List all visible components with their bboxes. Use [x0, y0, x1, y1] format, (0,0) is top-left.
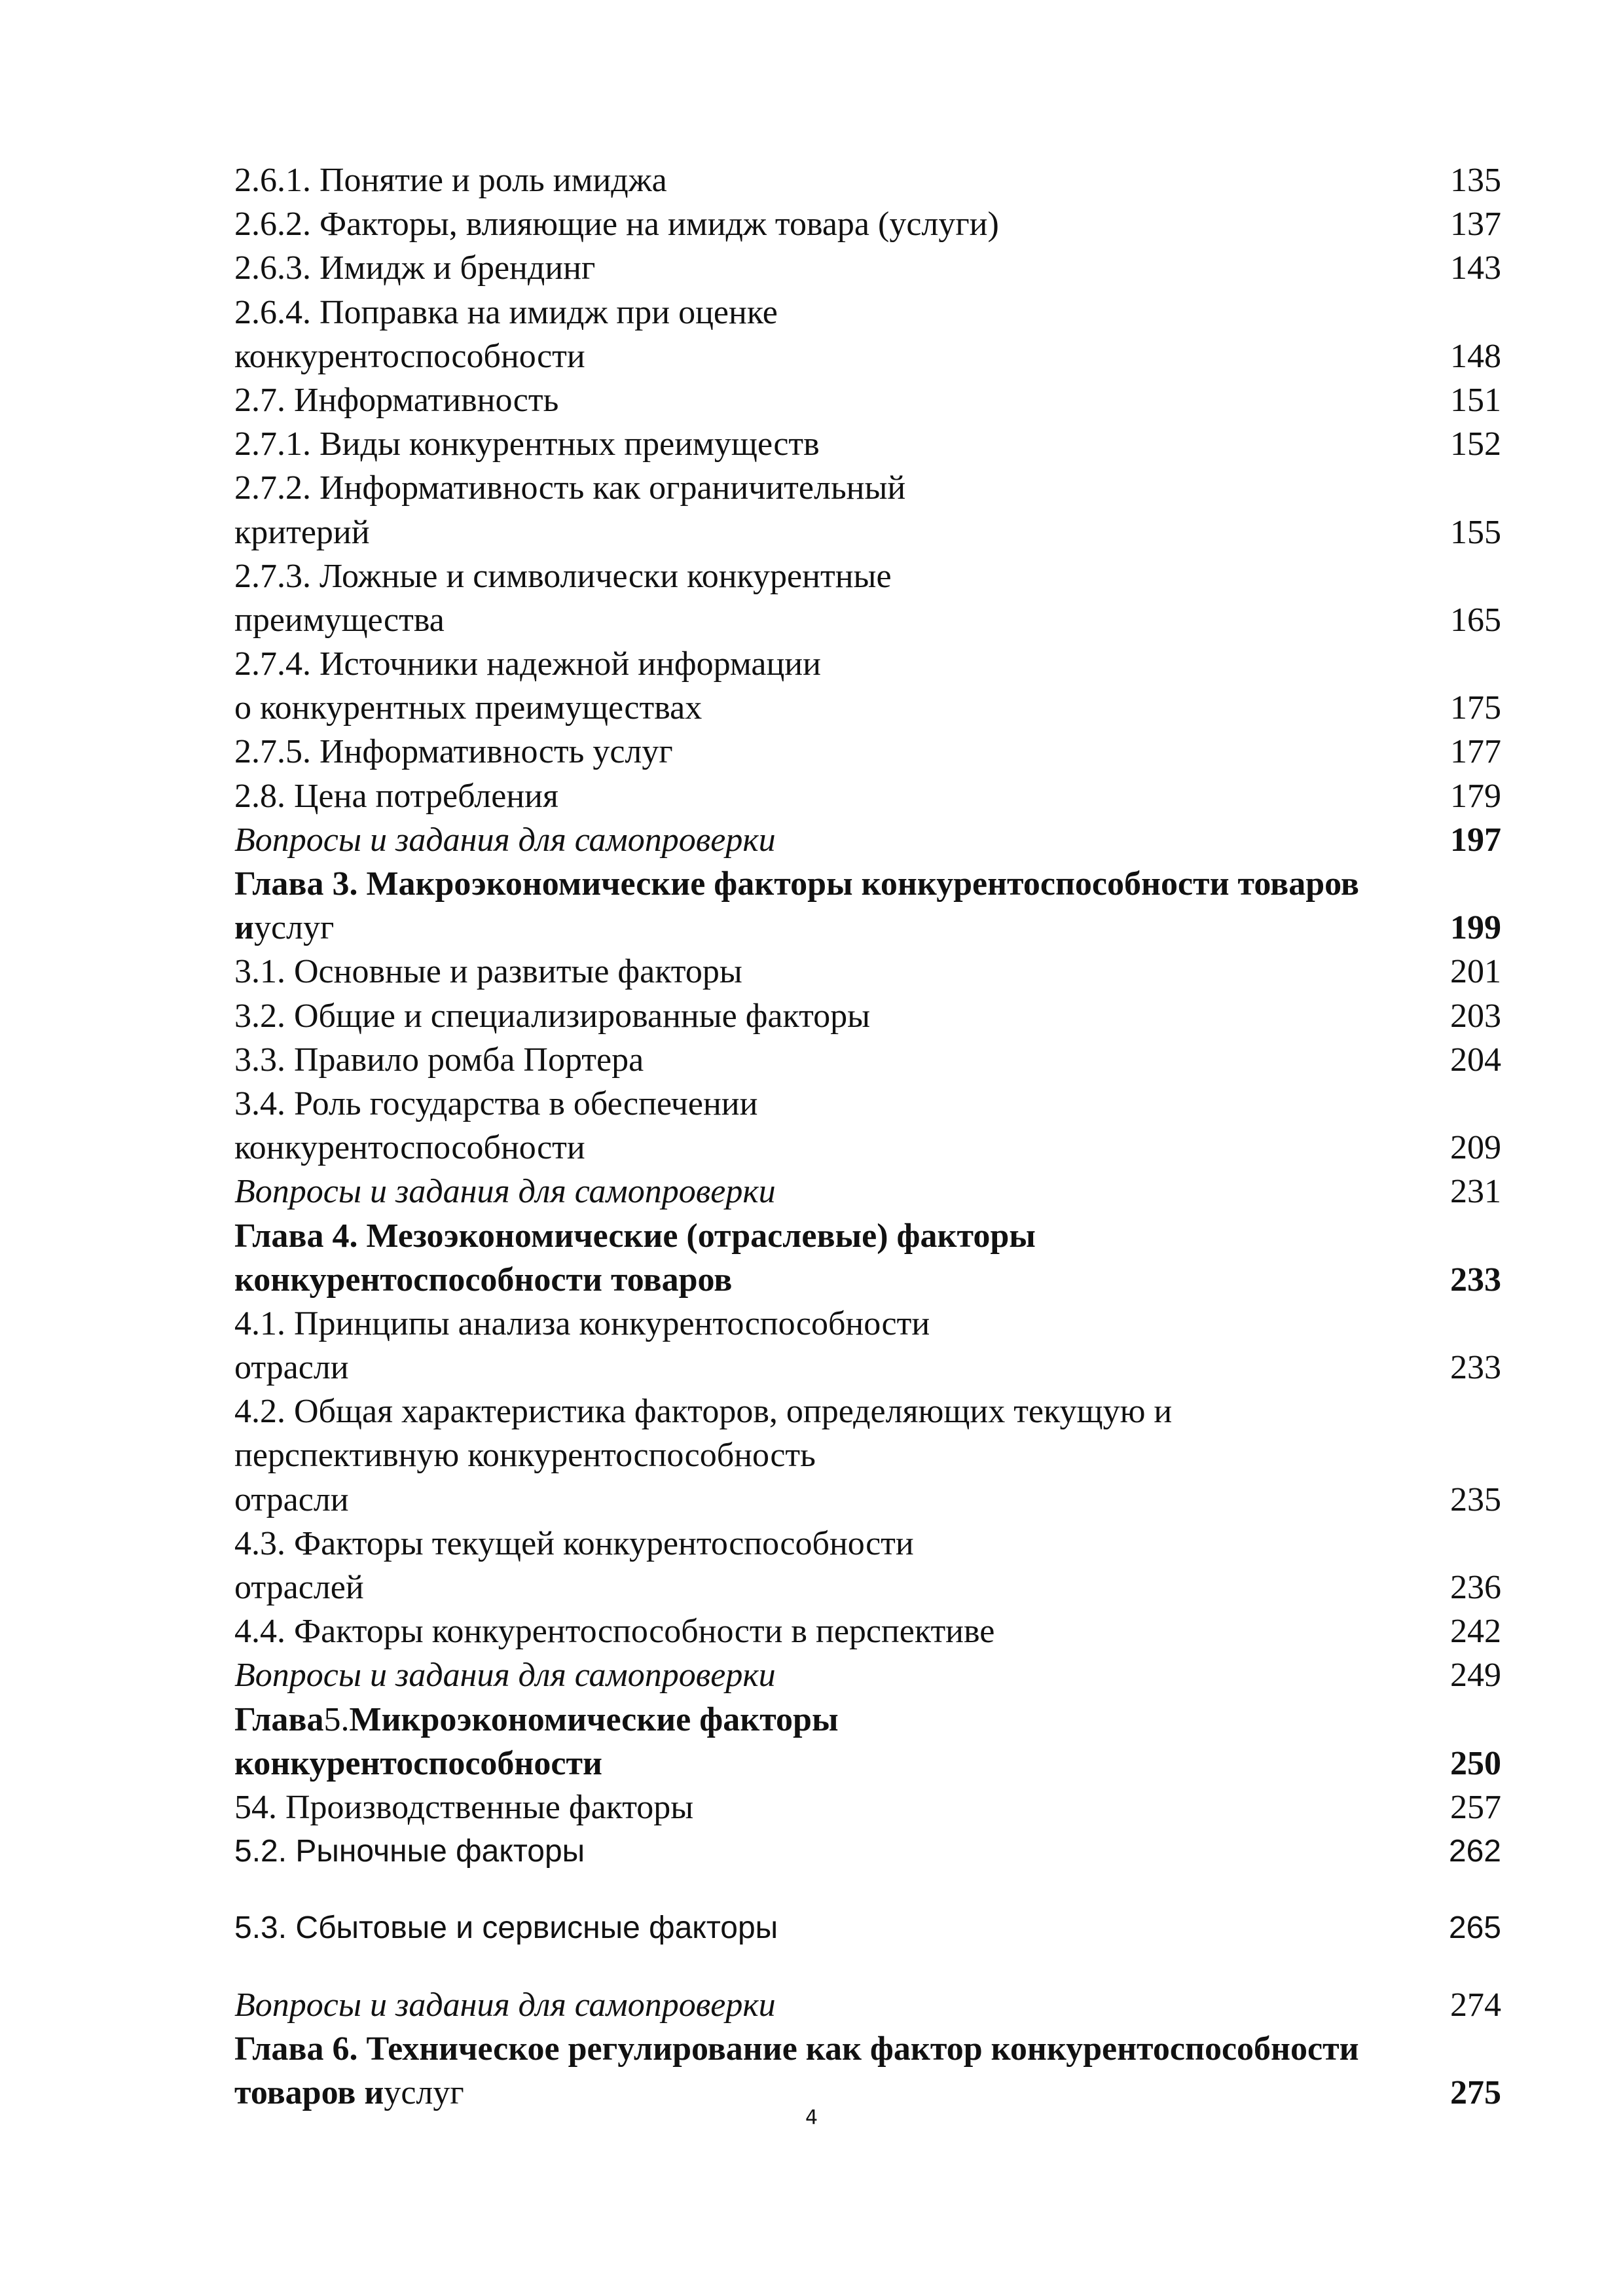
toc-title: конкурентоспособности: [234, 1744, 602, 1782]
toc-title: 4.3. Факторы текущей конкурентоспособности: [234, 1524, 914, 1562]
toc-page: 236: [1450, 1569, 1501, 1606]
page-number: 4: [805, 2106, 818, 2129]
toc-entry-2-8: [234, 774, 1501, 818]
toc-entry-2-7-4-line1: [234, 642, 1501, 686]
toc-title: отраслей: [234, 1569, 364, 1606]
toc-title: 54. Производственные факторы: [234, 1788, 694, 1826]
toc-page: 233: [1450, 1261, 1501, 1299]
toc-title: 2.8. Цена потребления: [234, 777, 558, 815]
toc-page: 257: [1450, 1788, 1501, 1826]
toc-title: 4.1. Принципы анализа конкурентоспособности: [234, 1304, 930, 1342]
toc-entry-questions-ch2: [234, 818, 1501, 862]
toc-entry-4-3-line1: [234, 1522, 1501, 1566]
toc-page: 151: [1450, 381, 1501, 419]
toc-title-bold: и: [234, 909, 254, 947]
toc-entry-2-7-5: [234, 730, 1501, 774]
toc-title: 2.7.5. Информативность услуг: [234, 733, 673, 771]
toc-entry-2-7-2-line2: [234, 511, 1501, 554]
toc-page: 274: [1450, 1986, 1501, 2024]
toc-title: конкурентоспособности: [234, 1129, 585, 1167]
toc-title: 2.7. Информативность: [234, 381, 559, 419]
toc-title: 2.7.3. Ложные и символически конкурентные: [234, 557, 892, 595]
toc-entry-questions-ch5: [234, 1983, 1501, 2027]
toc-title: Вопросы и задания для самопроверки: [234, 1173, 776, 1211]
toc-title: 4.4. Факторы конкурентоспособности в перспективе: [234, 1613, 995, 1651]
toc-entry-2-6-4-line2: [234, 334, 1501, 378]
toc-page: 249: [1450, 1657, 1501, 1695]
toc-title: о конкурентных преимуществах: [234, 689, 702, 727]
toc-entry-chapter-3-line1: [234, 862, 1501, 906]
toc-title: Глава 6. Техническое регулирование как фактор конкурентоспособности: [234, 2030, 1359, 2068]
toc-entry-4-4: [234, 1609, 1501, 1653]
toc-title: 2.6.4. Поправка на имидж при оценке: [234, 293, 778, 331]
toc-entry-4-3-line2: [234, 1566, 1501, 1609]
toc-page: 175: [1450, 689, 1501, 727]
toc-entry-chapter-3-line2: [234, 906, 1501, 950]
toc-title: 5.3. Сбытовые и сервисные факторы: [234, 1910, 778, 1946]
toc-entry-3-1: [234, 950, 1501, 994]
toc-title: 3.4. Роль государства в обеспечении: [234, 1085, 758, 1122]
toc-title: услуг: [384, 2073, 464, 2111]
toc-title: 2.6.2. Факторы, влияющие на имидж товара (услуги): [234, 206, 999, 243]
toc-entry-chapter-4-line1: [234, 1214, 1501, 1258]
toc-entry-3-4-line1: [234, 1082, 1501, 1126]
toc-title: критерий: [234, 513, 370, 551]
toc-title: отрасли: [234, 1349, 349, 1387]
toc-entry-4-2-line2: [234, 1433, 1501, 1477]
toc-title: 3.1. Основные и развитые факторы: [234, 953, 742, 991]
toc-page: 199: [1450, 909, 1501, 947]
toc-entry-questions-ch3: [234, 1170, 1501, 1213]
toc-title: 2.7.2. Информативность как ограничительный: [234, 469, 906, 507]
toc-title: Глава 3. Макроэкономические факторы конкурентоспособности товаров: [234, 865, 1359, 903]
toc-page: 209: [1450, 1129, 1501, 1167]
toc-page: 165: [1450, 601, 1501, 639]
toc-page: 135: [1450, 162, 1501, 199]
toc-page: 235: [1450, 1480, 1501, 1518]
toc-entry-chapter-5-line1: [234, 1698, 1501, 1742]
toc-page: 177: [1450, 733, 1501, 771]
toc-entry-3-4-line2: [234, 1126, 1501, 1170]
toc-entry-2-7: [234, 378, 1501, 422]
toc-entry-questions-ch4: [234, 1653, 1501, 1697]
toc-page: 231: [1450, 1173, 1501, 1211]
toc-entry-2-6-1: [234, 158, 1501, 202]
toc-entry-2-7-1: [234, 422, 1501, 466]
toc-page: 152: [1450, 425, 1501, 463]
toc-entry-2-6-2: [234, 202, 1501, 246]
toc-title-bold: Глава: [234, 1700, 324, 1738]
toc-title: преимущества: [234, 601, 445, 639]
toc-entry-4-1-line1: [234, 1302, 1501, 1346]
toc-entry-2-7-3-line1: [234, 554, 1501, 598]
toc-entry-4-1-line2: [234, 1346, 1501, 1390]
toc-title: 5.2. Рыночные факторы: [234, 1834, 585, 1869]
toc-entry-2-6-3: [234, 246, 1501, 290]
toc-entry-5-2: [234, 1829, 1501, 1873]
toc-title: конкурентоспособности: [234, 337, 585, 375]
toc-title: 5.: [323, 1700, 350, 1738]
table-of-contents: [234, 158, 1501, 2115]
toc-page: 265: [1448, 1910, 1501, 1946]
toc-title: перспективную конкурентоспособность: [234, 1437, 816, 1475]
toc-title: Вопросы и задания для самопроверки: [234, 1986, 776, 2024]
toc-entry-2-7-2-line1: [234, 466, 1501, 510]
toc-page: 137: [1450, 206, 1501, 243]
toc-page: 204: [1450, 1041, 1501, 1079]
toc-entry-4-2-line1: [234, 1390, 1501, 1433]
toc-title: 3.3. Правило ромба Портера: [234, 1041, 644, 1079]
toc-title: 4.2. Общая характеристика факторов, определяющих текущую и: [234, 1393, 1173, 1431]
toc-title: Глава 4. Мезоэкономические (отраслевые) факторы: [234, 1217, 1036, 1255]
spacer: [234, 1873, 1501, 1906]
toc-page: 201: [1450, 953, 1501, 991]
toc-title: 3.2. Общие и специализированные факторы: [234, 997, 871, 1035]
toc-title: Вопросы и задания для самопроверки: [234, 821, 776, 859]
toc-page: 179: [1450, 777, 1501, 815]
toc-title: конкурентоспособности товаров: [234, 1261, 733, 1299]
toc-title: 2.7.4. Источники надежной информации: [234, 645, 821, 683]
toc-page: 262: [1448, 1834, 1501, 1869]
toc-entry-3-2: [234, 994, 1501, 1038]
toc-page: 148: [1450, 337, 1501, 375]
toc-entry-2-7-3-line2: [234, 598, 1501, 642]
toc-page: 203: [1450, 997, 1501, 1035]
spacer: [234, 1950, 1501, 1983]
toc-page: 275: [1450, 2073, 1501, 2111]
toc-page: 155: [1450, 513, 1501, 551]
toc-entry-chapter-4-line2: [234, 1258, 1501, 1302]
toc-page: 143: [1450, 249, 1501, 287]
toc-entry-chapter-5-line2: [234, 1742, 1501, 1785]
toc-entry-5-1: [234, 1785, 1501, 1829]
toc-title-bold: товаров и: [234, 2073, 384, 2111]
toc-title-bold: Микроэкономические факторы: [349, 1700, 839, 1738]
toc-title: 2.6.1. Понятие и роль имиджа: [234, 162, 667, 199]
toc-page: 242: [1450, 1613, 1501, 1651]
toc-entry-2-7-4-line2: [234, 686, 1501, 730]
toc-page: 250: [1450, 1744, 1501, 1782]
toc-page: 233: [1450, 1349, 1501, 1387]
toc-title: 2.6.3. Имидж и брендинг: [234, 249, 596, 287]
toc-entry-3-3: [234, 1038, 1501, 1082]
toc-title: отрасли: [234, 1480, 349, 1518]
toc-entry-5-3: [234, 1906, 1501, 1950]
toc-page: 197: [1450, 821, 1501, 859]
toc-entry-4-2-line3: [234, 1478, 1501, 1522]
toc-title: 2.7.1. Виды конкурентных преимуществ: [234, 425, 820, 463]
toc-title: услуг: [253, 909, 335, 947]
toc-entry-2-6-4-line1: [234, 291, 1501, 334]
toc-title: Вопросы и задания для самопроверки: [234, 1657, 776, 1695]
toc-entry-chapter-6-line1: [234, 2027, 1501, 2071]
